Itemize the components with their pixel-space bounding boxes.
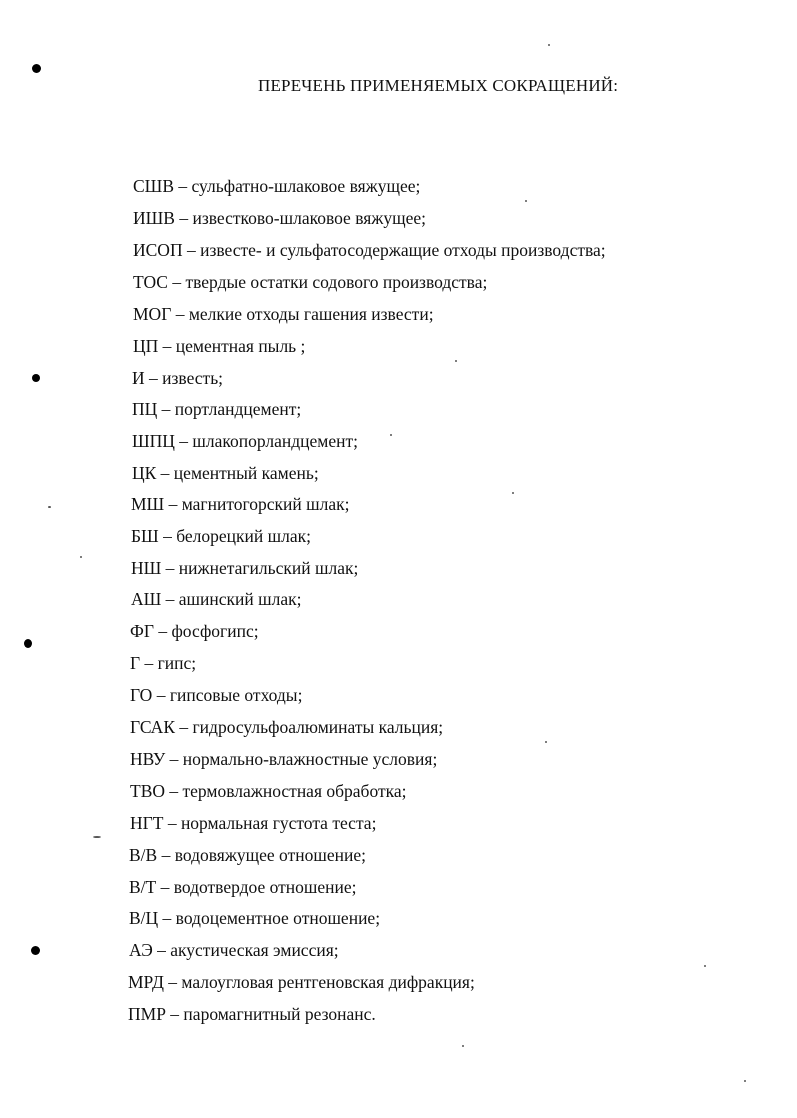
scan-speck <box>48 506 51 508</box>
punch-hole-mark <box>24 639 32 648</box>
list-item: МРД – малоугловая рентгеновская дифракция; <box>128 972 475 992</box>
list-item: НВУ – нормально-влажностные условия; <box>130 749 438 769</box>
scan-speck <box>93 836 101 838</box>
scan-speck <box>390 434 392 436</box>
list-item: ПМР – паромагнитный резонанс. <box>128 1004 376 1024</box>
list-item: ТОС – твердые остатки содового производства; <box>133 272 488 292</box>
list-item: БШ – белорецкий шлак; <box>131 526 311 546</box>
scan-speck <box>704 965 706 967</box>
list-item: НШ – нижнетагильский шлак; <box>131 558 359 578</box>
list-item: ГО – гипсовые отходы; <box>130 685 303 705</box>
list-item: ИСОП – известе- и сульфатосодержащие отходы производства; <box>133 240 606 260</box>
list-item: В/Т – водотвердое отношение; <box>129 877 357 897</box>
list-item: МОГ – мелкие отходы гашения извести; <box>133 304 434 324</box>
list-item: ГСАК – гидросульфоалюминаты кальция; <box>130 717 444 737</box>
list-item: И – известь; <box>132 368 224 388</box>
punch-hole-mark <box>32 374 40 382</box>
list-item: АЭ – акустическая эмиссия; <box>129 940 339 960</box>
page-title: ПЕРЕЧЕНЬ ПРИМЕНЯЕМЫХ СОКРАЩЕНИЙ: <box>258 76 619 95</box>
scan-speck <box>80 556 82 558</box>
list-item: Г – гипс; <box>130 653 197 673</box>
scan-speck <box>462 1045 464 1047</box>
list-item: ФГ – фосфогипс; <box>130 621 259 641</box>
scan-speck <box>512 492 514 494</box>
scan-speck <box>744 1080 746 1082</box>
list-item: ЦК – цементный камень; <box>132 463 319 483</box>
list-item: СШВ – сульфатно-шлаковое вяжущее; <box>133 176 421 196</box>
list-item: АШ – ашинский шлак; <box>131 589 302 609</box>
punch-hole-mark <box>32 64 41 73</box>
punch-hole-mark <box>31 946 40 955</box>
list-item: ЦП – цементная пыль ; <box>133 336 306 356</box>
scan-speck <box>545 741 547 743</box>
scan-speck <box>525 200 527 202</box>
list-item: В/Ц – водоцементное отношение; <box>129 908 381 928</box>
scan-speck <box>548 44 550 46</box>
list-item: ПЦ – портландцемент; <box>132 399 302 419</box>
list-item: МШ – магнитогорский шлак; <box>131 494 350 514</box>
list-item: В/В – водовяжущее отношение; <box>129 845 366 865</box>
scan-speck <box>455 360 457 362</box>
list-item: ШПЦ – шлакопорландцемент; <box>132 431 359 451</box>
list-item: ИШВ – известково-шлаковое вяжущее; <box>133 208 426 228</box>
list-item: НГТ – нормальная густота теста; <box>130 813 377 833</box>
list-item: ТВО – термовлажностная обработка; <box>130 781 407 801</box>
